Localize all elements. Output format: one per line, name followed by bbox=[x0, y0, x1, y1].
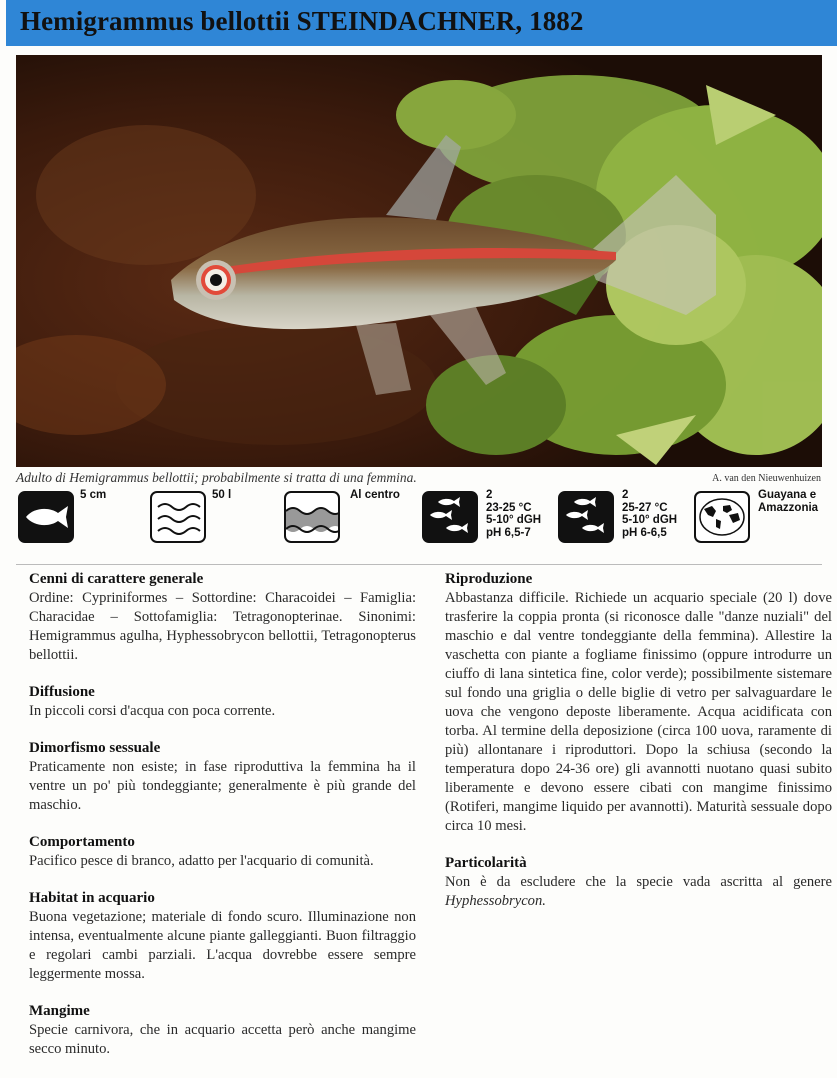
section-title: Diffusione bbox=[29, 684, 95, 700]
left-column bbox=[29, 570, 416, 1077]
section-title: Habitat in acquario bbox=[29, 890, 155, 906]
section-dimorfismo bbox=[29, 739, 416, 815]
section-text: In piccoli corsi d'acqua con poca corrente. bbox=[29, 703, 276, 719]
header-bar bbox=[6, 0, 837, 46]
section-title: Riproduzione bbox=[445, 571, 533, 587]
water-b-label: 2 25-27 °C 5-10° dGH pH 6-6,5 bbox=[622, 489, 678, 539]
world-map-icon bbox=[694, 491, 750, 543]
section-title: Comportamento bbox=[29, 834, 135, 850]
photo-caption: Adulto di Hemigrammus bellottii; probabilmente si tratta di una femmina. bbox=[16, 470, 417, 485]
section-diffusione bbox=[29, 683, 416, 721]
section-habitat bbox=[29, 889, 416, 984]
section-text: Abbastanza difficile. Richiede un acquario speciale (20 l) dove trasferire la coppia pronta (si riconosce dalle "danze nuziali" del maschio e dal ventre tondeggiante della femmina). Allestire la vaschetta con piante a fogliame finissimo (oppure introdurre un ciuffo di lana sintetica fine, color verde); possibilmente sistemare sul fondo una griglia o delle biglie di vetro per salvaguardare le uova che vengono deposte liberamente. Acqua acidificata con torba. Al termine della deposizione (circa 100 uova, raramente di più) allontanare i riproduttori. Dopo la schiusa (secondo la temperatura dopo 24-36 ore) gli avannotti nuotano quasi subito liberamente e devono essere cibati con mangime finissimo (Rotiferi, mangime liquido per avannotti). Maturità sessuale dopo circa 10 mesi. bbox=[445, 590, 832, 834]
section-text: Pacifico pesce di branco, adatto per l'acquario di comunità. bbox=[29, 853, 374, 869]
section-text: Ordine: Cypriniformes – Sottordine: Characoidei – Famiglia: Characidae – Sottofamiglia: Tetragonopterinae. Sinonimi: Hemigrammus agulha, Hyphessobrycon bellottii, Tetragonopterus bellottii. bbox=[29, 590, 416, 663]
section-title: Mangime bbox=[29, 1003, 90, 1019]
water-parameters-icon bbox=[422, 491, 478, 543]
section-comportamento bbox=[29, 833, 416, 871]
section-text: Buona vegetazione; materiale di fondo scuro. Illuminazione non intensa, eventualmente alcune piante galleggianti. Buon filtraggio e regolari cambi parziali. L'acqua dovrebbe essere sempre leggermente mossa. bbox=[29, 909, 416, 982]
water-a-label: 2 23-25 °C 5-10° dGH pH 6,5-7 bbox=[486, 489, 542, 539]
genus-name: Hyphessobrycon. bbox=[445, 893, 546, 909]
section-text: Praticamente non esiste; in fase riproduttiva la femmina ha il ventre un po' più tondeggiante; generalmente è più grande del maschio. bbox=[29, 759, 416, 813]
section-mangime bbox=[29, 1002, 416, 1059]
section-cenni bbox=[29, 570, 416, 665]
zone-label: Al centro bbox=[350, 489, 400, 501]
section-text bbox=[445, 873, 832, 911]
section-riproduzione bbox=[445, 570, 832, 836]
origin-label: Guayana e Amazzonia bbox=[758, 489, 819, 514]
photo-credit: A. van den Nieuwenhuizen bbox=[712, 473, 821, 484]
section-title: Dimorfismo sessuale bbox=[29, 740, 161, 756]
section-divider bbox=[16, 564, 822, 565]
section-text-main: Non è da escludere che la specie vada ascritta al genere bbox=[445, 874, 832, 890]
section-particolarita bbox=[445, 854, 832, 911]
breeding-parameters-icon bbox=[558, 491, 614, 543]
fish-size-icon bbox=[18, 491, 74, 543]
section-title: Cenni di carattere generale bbox=[29, 571, 204, 587]
section-title: Particolarità bbox=[445, 855, 527, 871]
size-label: 5 cm bbox=[80, 489, 107, 501]
swimming-zone-icon bbox=[284, 491, 340, 543]
right-column bbox=[445, 570, 832, 929]
section-text: Specie carnivora, che in acquario accetta però anche mangime secco minuto. bbox=[29, 1022, 416, 1057]
page-title: Hemigrammus bellottii STEINDACHNER, 1882 bbox=[20, 6, 584, 36]
volume-label: 50 l bbox=[212, 489, 232, 501]
aquarium-volume-icon bbox=[150, 491, 206, 543]
info-icons-row bbox=[16, 487, 822, 549]
fish-photo bbox=[16, 55, 822, 467]
